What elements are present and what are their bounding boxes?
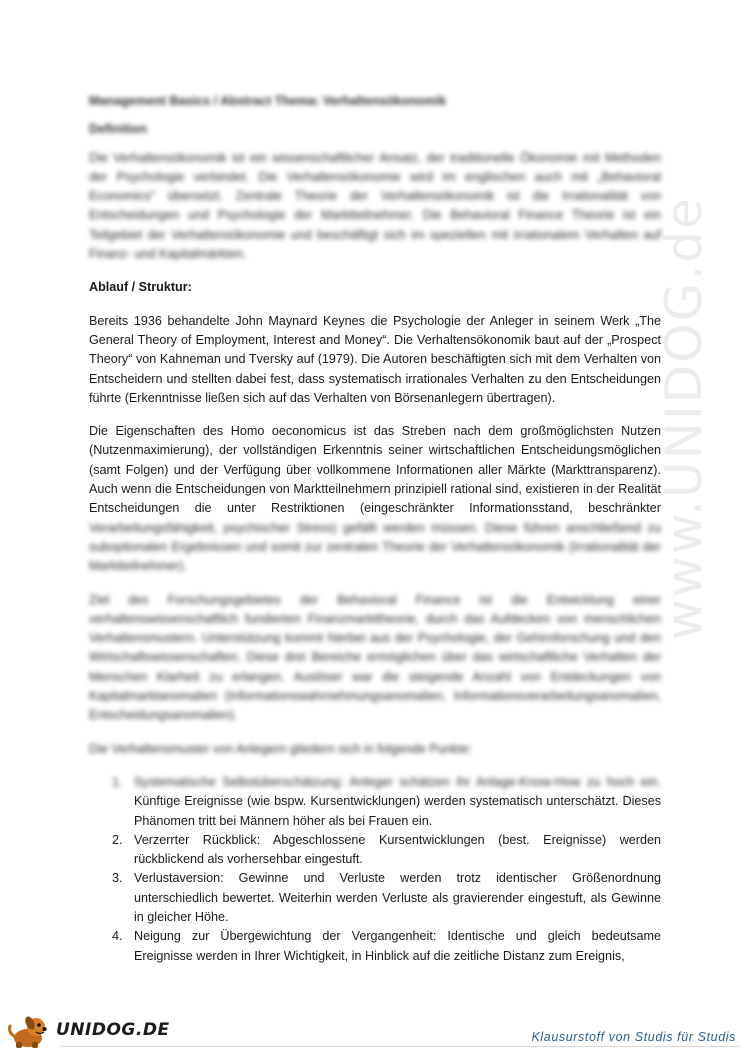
- dog-mascot-icon: [6, 1014, 54, 1050]
- logo-text: UNIDOG.DE: [56, 1020, 170, 1040]
- list-item-number: 3.: [112, 871, 123, 886]
- watermark: www.UNIDOG.de: [655, 196, 713, 640]
- list-item-blurred-text: Systematische Selbstüberschätzung: Anleger schätzen ihr Anlage-Know-How zu hoch ein.: [134, 774, 661, 789]
- behavior-pattern-list: [89, 773, 661, 966]
- paragraph-homo-oeconomicus: [89, 422, 661, 576]
- paragraph-homo-oeconomicus-clear: Die Eigenschaften des Homo oeconomicus ist das Streben nach dem großmöglichsten Nutzen (Nutzenmaximierung), der vollständigen Erkenntnis seiner wirtschaftlichen Entscheidungsmöglichen (samt Folgen) und der Verfügung über vollkommene Informationen aller Märkte (Markttransparenz). Auch wenn die Entscheidungen von Marktteilnehmern prinzipiell rational sind, existieren in der Realität Entscheidungen die unter Restriktionen (eingeschränkter Informationsstand, beschränkter: [89, 424, 661, 516]
- list-item-text: Künftige Ereignisse (wie bspw. Kursentwicklungen) werden systematisch unterschätzt. Dieses Phänomen tritt bei Männern höher als bei Frauen ein.: [134, 794, 661, 828]
- definition-heading: Definition: [89, 122, 148, 137]
- unidog-logo[interactable]: [6, 1014, 170, 1050]
- footer-divider: [60, 1046, 740, 1047]
- section-heading: Ablauf / Struktur:: [89, 280, 192, 295]
- document-body: [89, 92, 661, 966]
- list-item-number: 1.: [112, 774, 123, 789]
- list-item-text: Verzerrter Rückblick: Abgeschlossene Kursentwicklungen (best. Ereignisse) werden rückblickend als vorhersehbar eingestuft.: [134, 832, 661, 867]
- list-item-text: Verlustaversion: Gewinne und Verluste werden trotz identischer Größenordnung unterschiedlich bewertet. Weiterhin werden Verluste als gravierender eingestuft, als Gewinne in gleicher Höhe.: [134, 871, 661, 924]
- definition-text: Die Verhaltensökonomik ist ein wissenschaftlicher Ansatz, der traditionelle Ökonomie mit Methoden der Psychologie verbindet. Die Verhaltensökonomie wird im englischen auch mit „Behavioral Economics“ übersetzt. Zentrale Theorie der Verhaltensökonomik ist die Irrationalität von Entscheidungen und Psychologie der Marktteilnehmer. Die Behavioral Finance Theorie ist ein Teilgebiet der Verhaltensökonomie und beschäftigt sich im speziellen mit irrationalem Verhalten auf Finanz- und Kapitalmärkten.: [89, 150, 661, 262]
- list-item-number: 2.: [112, 832, 123, 847]
- paragraph-homo-oeconomicus-blurred: Verarbeitungsfähigkeit, psychischer Stress) gefällt werden müssen. Diese führen anschließend zu suboptionalen Ergebnissen und somit zur zentralen Theorie der Verhaltensökonomik (Irrationalität der Marktteilnehmer).: [89, 520, 661, 574]
- paragraph-list-intro: Die Verhaltensmuster von Anlegern gliedern sich in folgende Punkte:: [89, 741, 472, 756]
- footer-slogan: Klausurstoff von Studis für Studis: [531, 1030, 736, 1044]
- list-item: [89, 869, 661, 927]
- list-item-number: 4.: [112, 929, 123, 944]
- list-item: [89, 927, 661, 966]
- list-item-text: Neigung zur Übergewichtung der Vergangenheit: Identische und gleich bedeutsame Ereignisse werden in Ihrer Wichtigkeit, in Hinblick auf die zeitliche Distanz zum Ereignis,: [134, 929, 661, 963]
- list-item: [89, 831, 661, 870]
- paragraph-keynes: Bereits 1936 behandelte John Maynard Keynes die Psychologie der Anleger in seinem Werk „The General Theory of Employment, Interest and Money“. Die Verhaltensökonomik baut auf der „Prospect Theory“ von Kahneman und Tversky auf (1979). Die Autoren beschäftigten sich mit dem Verhalten von Entscheidern und stellten dabei fest, dass systematisch irrationales Verhalten zu den Entscheidungen führte (Erkenntnisse ließen sich auf das Verhalten von Börsenanlegern übertragen).: [89, 313, 661, 405]
- list-item: [89, 773, 661, 831]
- paragraph-behavioral-finance: Ziel des Forschungsgebietes der Behavioral Finance ist die Entwicklung einer verhaltenswissenschaftlich fundierten Finanzmarkttheorie, durch das Aufdecken von menschlichen Verhaltensmustern. Unterstützung kommt hierbei aus der Psychologie, der Gehirnforschung und den Wirtschaftswissenschaften. Diese drei Bereiche ermöglichen über das wirtschaftliche Verhalten der Menschen Klarheit zu erlangen. Auslöser war die steigende Anzahl von Entdeckungen von Kapitalmarktanomalien (Informationswahrnehmungsanomalien, Informationsverarbeitungsanomalien, Entscheidungsanomalien).: [89, 592, 661, 723]
- document-title: Management Basics / Abstract Thema: Verhaltensökonomik: [89, 94, 447, 108]
